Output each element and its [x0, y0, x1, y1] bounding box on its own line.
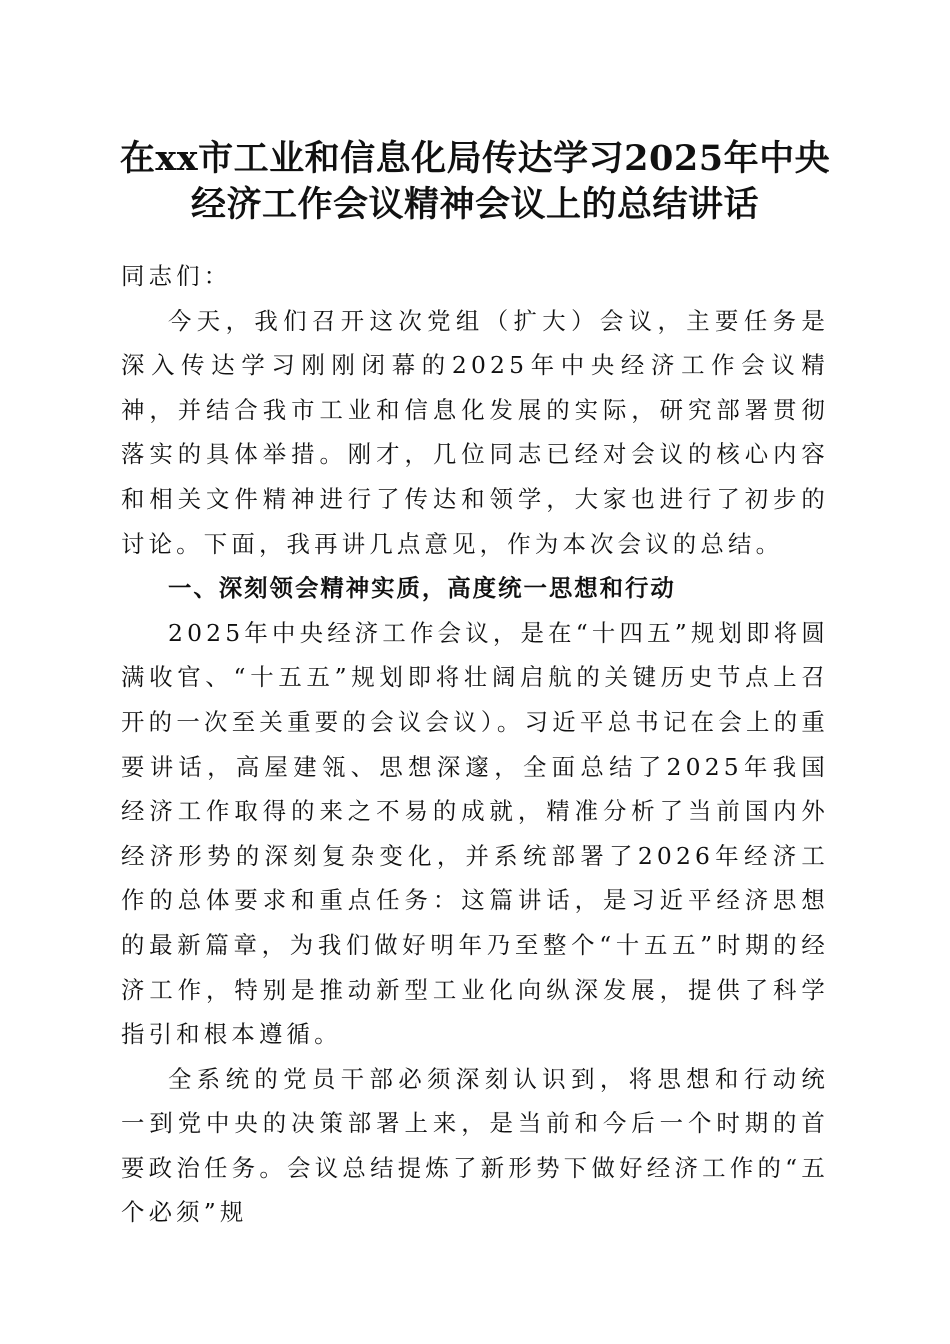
paragraph-intro: 今天，我们召开这次党组（扩大）会议，主要任务是深入传达学习刚刚闭幕的2025年中央经济工作会议精神，并结合我市工业和信息化发展的实际，研究部署贯彻落实的具体举措。刚才，几位同志已经对会议的核心内容和相关文件精神进行了传达和领学，大家也进行了初步的讨论。下面，我再讲几点意见，作为本次会议的总结。 — [121, 306, 829, 558]
title-line-2: 经济工作会议精神会议上的总结讲话 — [190, 184, 759, 225]
paragraph-conference-summary: 2025年中央经济工作会议，是在“十四五”规划即将圆满收官、“十五五”规划即将壮阔启航的关键历史节点上召开的一次至关重要的会议会议）。习近平总书记在会上的重要讲话，高屋建瓴、思想深邃，全面总结了2025年我国经济工作取得的来之不易的成就，精准分析了当前国内外经济形势的深刻复杂变化，并系统部署了2026年经济工作的总体要求和重点任务：这篇讲话，是习近平经济思想的最新篇章，为我们做好明年乃至整个“十五五”时期的经济工作，特别是推动新型工业化向纵深发展，提供了科学指引和根本遵循。 — [121, 618, 829, 1049]
section-heading-1: 一、深刻领会精神实质，高度统一思想和行动 — [168, 574, 676, 603]
paragraph-unify-thinking: 全系统的党员干部必须深刻认识到，将思想和行动统一到党中央的决策部署上来，是当前和今后一个时期的首要政治任务。会议总结提炼了新形势下做好经济工作的“五个必须”规 — [121, 1064, 829, 1227]
title-line-1: 在xx市工业和信息化局传达学习2025年中央 — [119, 138, 831, 179]
document-title — [100, 136, 850, 228]
salutation: 同志们： — [121, 262, 232, 290]
document-body — [121, 254, 829, 1235]
